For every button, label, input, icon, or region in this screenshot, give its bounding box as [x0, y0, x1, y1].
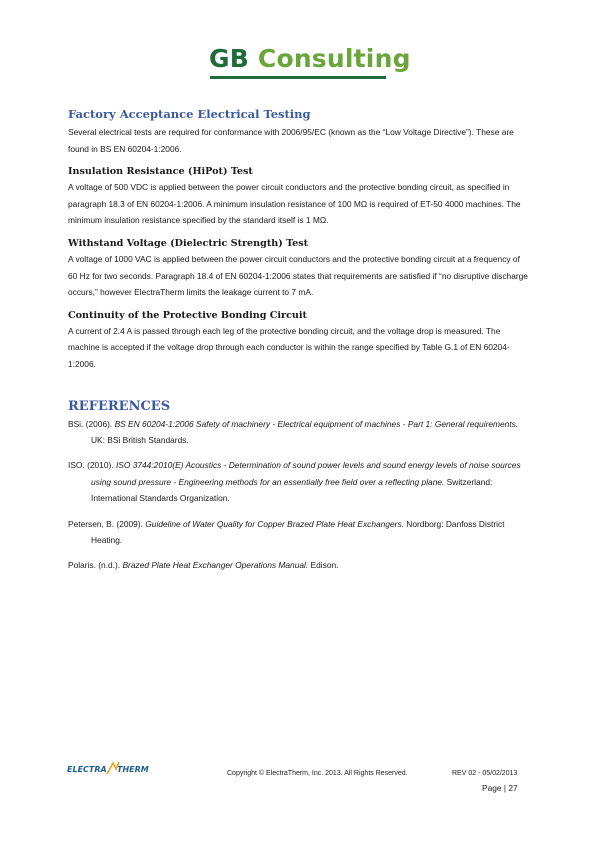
subsection-body-insulation: A voltage of 500 VDC is applied between the power circuit conductors and the protective bonding circuit, as specified in paragraph 18.3 of EN 60204-1:2006. A minimum insulation resistance of 100 MΩ is required of ET-50 4000 machines. The minimum insulation resistance specified by the standard itself is 1 MΩ.	[68, 182, 521, 226]
subsection-title-insulation: Insulation Resistance (HiPot) Test	[68, 166, 253, 178]
svg-text:ELECTRA: ELECTRA	[67, 765, 107, 774]
logo-consulting-text: Consulting	[257, 44, 411, 73]
references-title: REFERENCES	[68, 398, 171, 414]
reference-item: Polaris. (n.d.). Brazed Plate Heat Exchanger Operations Manual. Edison.	[68, 560, 339, 571]
svg-text:THERM: THERM	[117, 765, 149, 774]
reference-item: BSi. (2006). BS EN 60204-1:2006 Safety of machinery - Electrical equipment of machines - Part 1: General requirements. UK: BSi British Standards.	[68, 418, 519, 445]
logo-gb-text: GB	[209, 44, 249, 73]
electratherm-logo-mark	[67, 760, 167, 778]
section-title: Factory Acceptance Electrical Testing	[68, 107, 311, 121]
subsection-body-withstand: A voltage of 1000 VAC is applied between the power circuit conductors and the protective bonding circuit at a frequency of 60 Hz for two seconds. Paragraph 18.4 of EN 60204-1:2006 states that requirements are satisfied if “no disruptive discharge occurs,” however ElectraTherm limits the leakage current to 7 mA.	[68, 253, 528, 298]
footer-revision: REV 02 - 05/02/2013	[452, 770, 518, 777]
footer-copyright: Copyright © ElectraTherm, Inc. 2013. All Rights Reserved.	[227, 770, 408, 777]
subsection-title-withstand: Withstand Voltage (Dielectric Strength) Test	[68, 237, 309, 249]
document-body	[68, 107, 530, 583]
subsection-title-continuity: Continuity of the Protective Bonding Circuit	[68, 309, 307, 321]
reference-item: Petersen, B. (2009). Guideline of Water Quality for Copper Brazed Plate Heat Exchangers. Nordborg: Danfoss District Heating.	[68, 518, 505, 545]
logo-underline	[210, 76, 386, 79]
page-number: Page | 27	[482, 783, 518, 793]
section-intro: Several electrical tests are required for conformance with 2006/95/EC (known as the “Low Voltage Directive”). These are found in BS EN 60204-1:2006.	[68, 127, 514, 154]
gb-consulting-logo	[209, 44, 411, 84]
reference-item: ISO. (2010). ISO 3744:2010(E) Acoustics - Determination of sound power levels and sound energy levels of noise sources using sound pressure - Engineering methods for an essentially free field over a reflecting plane. Switzerland: International Standards Organization.	[68, 460, 521, 504]
electratherm-logo	[67, 760, 167, 783]
subsection-body-continuity: A current of 2.4 A is passed through each leg of the protective bonding circuit, and the voltage drop is measured. The machine is accepted if the voltage drop through each conductor is within the range specified by Table G.1 of EN 60204-1:2006.	[68, 325, 510, 369]
